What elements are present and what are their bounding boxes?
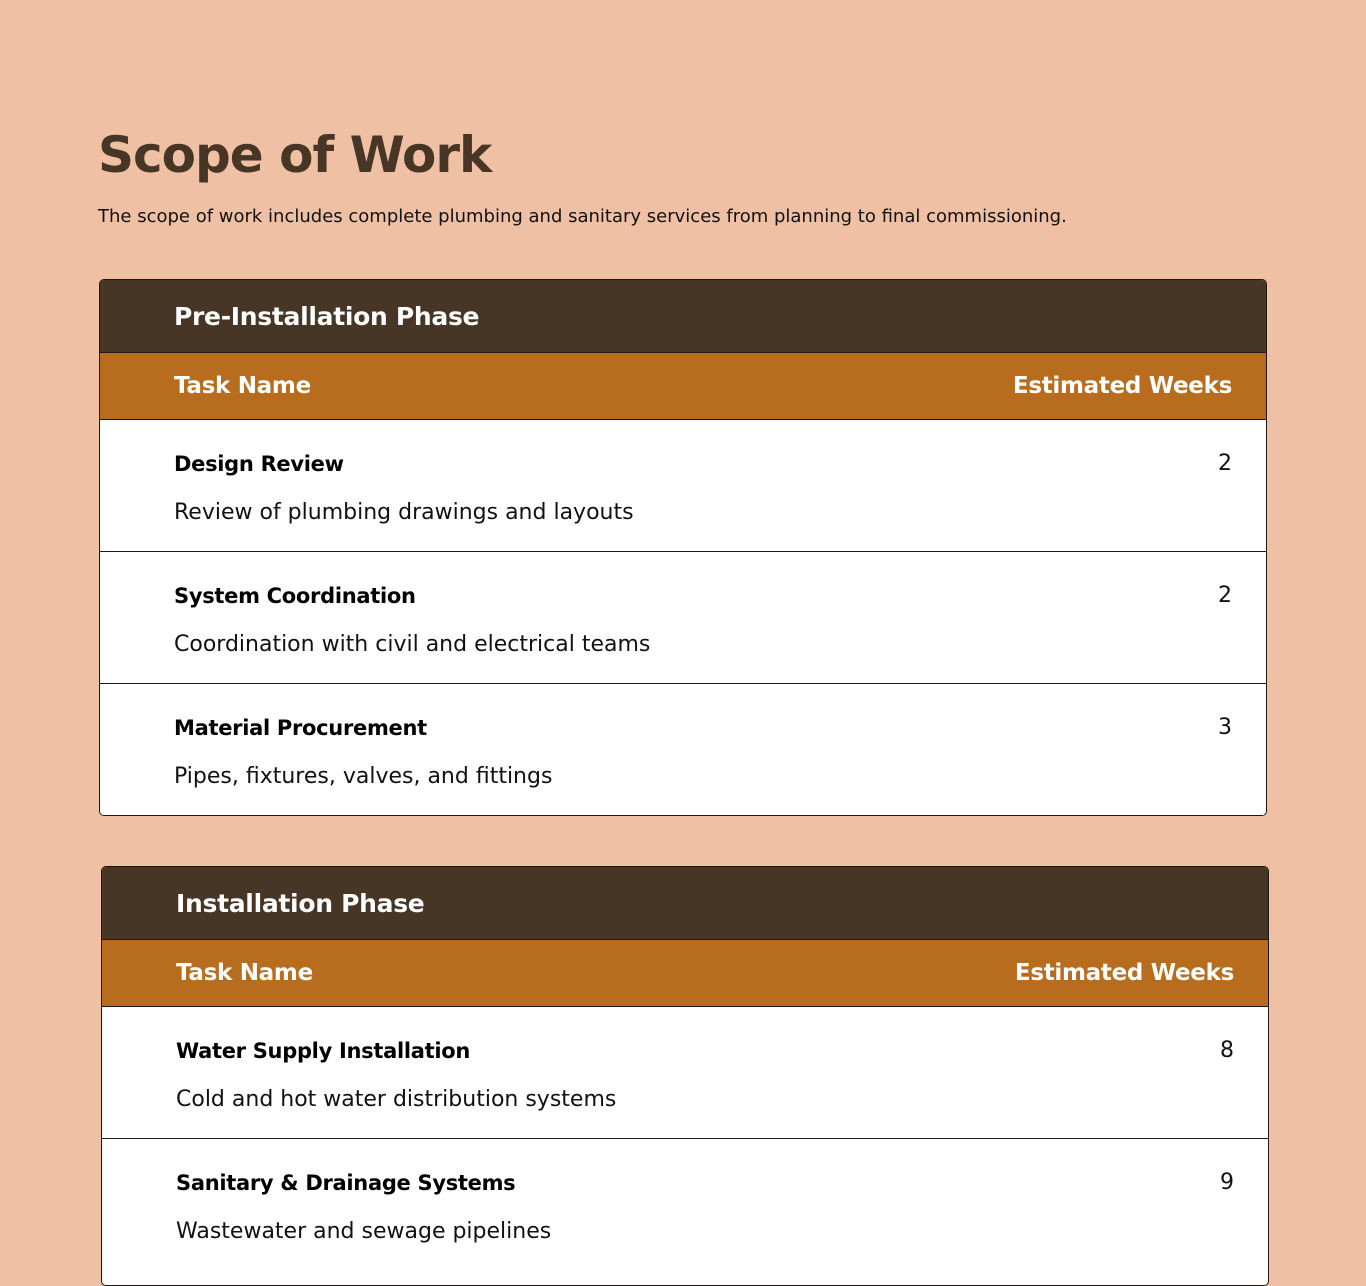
task-weeks: 3 xyxy=(1218,715,1232,740)
table-row xyxy=(100,684,1266,815)
task-name: Material Procurement xyxy=(174,716,427,740)
table-row xyxy=(102,1139,1268,1270)
phase-header xyxy=(100,280,1266,353)
task-weeks: 8 xyxy=(1220,1038,1234,1063)
table-column-header xyxy=(100,353,1266,420)
task-description: Coordination with civil and electrical teams xyxy=(174,632,651,657)
task-name: Design Review xyxy=(174,452,344,476)
table-column-header xyxy=(102,940,1268,1007)
intro-text: The scope of work includes complete plumbing and sanitary services from planning to final commissioning. xyxy=(98,206,1067,227)
task-weeks: 9 xyxy=(1220,1170,1234,1195)
page-title: Scope of Work xyxy=(98,126,492,184)
table-row xyxy=(100,552,1266,684)
task-description: Cold and hot water distribution systems xyxy=(176,1087,617,1112)
column-header-task-name: Task Name xyxy=(176,960,313,986)
table-row xyxy=(100,420,1266,552)
task-name: System Coordination xyxy=(174,584,416,608)
task-name: Sanitary & Drainage Systems xyxy=(176,1171,516,1195)
phase-card-installation xyxy=(101,866,1269,1286)
phase-title: Installation Phase xyxy=(176,888,425,918)
task-description: Pipes, fixtures, valves, and fittings xyxy=(174,764,553,789)
task-name: Water Supply Installation xyxy=(176,1039,471,1063)
column-header-task-name: Task Name xyxy=(174,373,311,399)
task-weeks: 2 xyxy=(1218,451,1232,476)
column-header-estimated-weeks: Estimated Weeks xyxy=(1012,373,1232,399)
task-description: Wastewater and sewage pipelines xyxy=(176,1219,552,1244)
phase-title: Pre-Installation Phase xyxy=(174,301,480,331)
task-description: Review of plumbing drawings and layouts xyxy=(174,500,634,525)
phase-header xyxy=(102,867,1268,940)
phase-card-pre-installation xyxy=(99,279,1267,816)
column-header-estimated-weeks: Estimated Weeks xyxy=(1014,960,1234,986)
task-weeks: 2 xyxy=(1218,583,1232,608)
table-row xyxy=(102,1007,1268,1139)
